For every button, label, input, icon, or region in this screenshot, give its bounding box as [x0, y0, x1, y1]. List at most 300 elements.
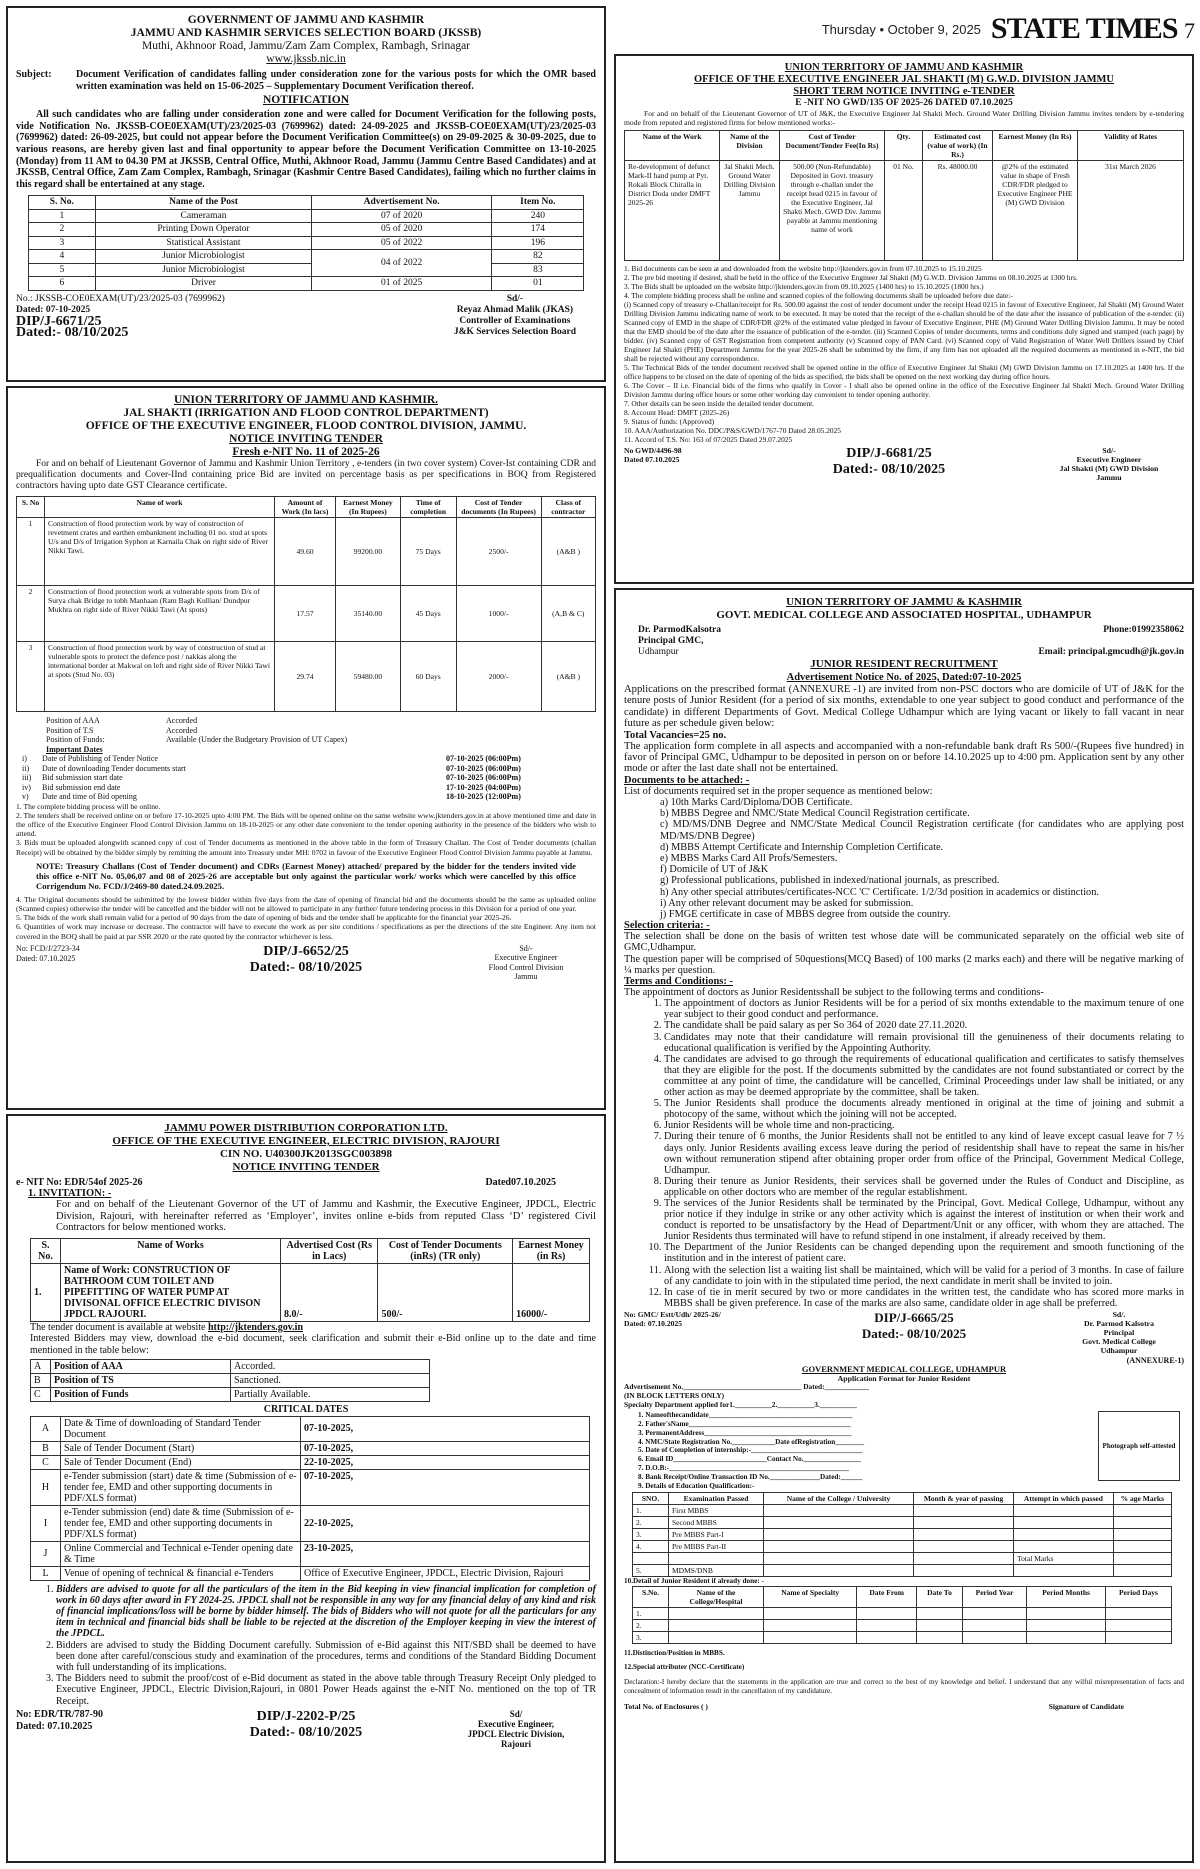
- cell: 07 of 2020: [311, 209, 491, 223]
- cell[interactable]: [1105, 1620, 1171, 1632]
- jkssb-website[interactable]: www.jkssb.nic.in: [266, 53, 346, 65]
- cell[interactable]: [917, 1620, 963, 1632]
- condition: 2. The pre bid meeting if desired, shall be held in the office of the Executive Engineer Jal Shakti (M) G.W.D. Division Jammu on 08.10.2025 at 1300 hrs.: [624, 273, 1078, 283]
- condition: 3. The Bids shall be uploaded on the website http://jktenders.gov.in from 09.10.2025 (1400 hrs) to 15.10.2025 (1800 hrs.): [624, 282, 984, 292]
- cell[interactable]: [1014, 1505, 1114, 1517]
- cell: 1000/-: [456, 586, 541, 642]
- document-item: j) FMGE certificate in case of MBBS degree from outside the country.: [660, 909, 951, 921]
- table-header-row: [17, 497, 596, 518]
- jalshakti-header-2: OFFICE OF THE EXECUTIVE ENGINEER JAL SHAKTI (M) G.W.D. DIVISION JAMMU: [694, 74, 1114, 85]
- col-earnest: Earnest Money (in Rs): [513, 1238, 590, 1263]
- cell[interactable]: [764, 1517, 914, 1529]
- cell[interactable]: [857, 1632, 917, 1644]
- masthead-date: Thursday • October 9, 2025: [821, 21, 981, 37]
- jalshakti-header-1: UNION TERRITORY OF JAMMU AND KASHMIR: [784, 62, 1024, 73]
- question-paper-text: The question paper will be comprised of 50questions(MCQ Based) of 100 marks (2 marks each) and there will be negative marking of ¼ marks per question.: [624, 953, 1184, 976]
- table-row: [28, 209, 584, 223]
- cell[interactable]: [1014, 1541, 1114, 1553]
- table-header-row: [28, 196, 584, 210]
- cell: @2% of the estimated value in shape of Fresh CDR/FDR pledged to Executive Engineer PHE (M) GWD Division: [993, 161, 1078, 261]
- col-amount: Amount of Work (In lacs): [275, 497, 336, 518]
- cell: 04 of 2022: [311, 250, 491, 277]
- position-row: [46, 735, 596, 745]
- cell[interactable]: [914, 1541, 1014, 1553]
- cell: 75 Days: [400, 518, 456, 586]
- cell[interactable]: [1113, 1541, 1171, 1553]
- principal-name: Dr. ParmodKalsotra: [638, 625, 722, 635]
- col-specialty: Name of Specialty: [764, 1587, 857, 1608]
- col-year: Month & year of passing: [914, 1493, 1014, 1505]
- cell: 3: [28, 236, 95, 250]
- table-header-row: [625, 131, 1184, 161]
- registration-field[interactable]: 4. NMC/State Registration No.____________Date ofRegistration________: [638, 1437, 864, 1446]
- cell: C: [31, 1387, 51, 1401]
- table-row: [633, 1620, 1172, 1632]
- col-sno: S. No: [17, 497, 45, 518]
- cell: Re-development of defunct Mark-II hand pump at Pyt. Rokali Block Chiralla in District Doda under DMFT 2025-26: [625, 161, 720, 261]
- cell: [764, 1553, 914, 1565]
- education-label: 9. Details of Education Qualification:-: [638, 1481, 755, 1490]
- notification-title: NOTIFICATION: [262, 94, 350, 107]
- cell[interactable]: [914, 1565, 1014, 1577]
- condition-2: 2. The tenders shall be received online on or before 17-10-2025 upto 4:00 PM. The Bids will be opened online on the same website www.jktenders.gov.in at above mentioned time and date in the office of the Executive Engineer Flood Control Division Jammu on 18-10-2025 or any other date convenient to the tender opening authority in the presence of the bidders who wish to attend.: [16, 810, 596, 839]
- cell[interactable]: [1027, 1620, 1106, 1632]
- flood-header-3: OFFICE OF THE EXECUTIVE ENGINEER, FLOOD CONTROL DIVISION, JAMMU.: [85, 420, 527, 432]
- signatory-title: Executive Engineer,: [477, 1718, 555, 1729]
- cell: [914, 1553, 1014, 1565]
- date-idx: iii): [22, 773, 32, 782]
- table-row: [633, 1553, 1172, 1565]
- cell: 8.0/-: [281, 1263, 378, 1321]
- cell: Sale of Tender Document (Start): [61, 1441, 301, 1455]
- date-row: [22, 773, 596, 783]
- terms-title: Terms and Conditions: -: [624, 976, 734, 988]
- gmc-notice: [614, 588, 1194, 1863]
- jkssb-subject: [16, 69, 596, 92]
- cell: 23-10-2025,: [301, 1541, 590, 1566]
- col-year: Period Year: [962, 1587, 1026, 1608]
- table-header-row: [633, 1587, 1172, 1608]
- cell: 4.: [633, 1541, 669, 1553]
- cell[interactable]: [914, 1517, 1014, 1529]
- form-caps-note: (IN BLOCK LETTERS ONLY): [624, 1391, 725, 1401]
- condition: 4. The complete bidding process shall be online and scanned copies of the following documents shall be uploaded before due date:-: [624, 291, 1013, 301]
- signatory-office: J&K Services Selection Board: [453, 326, 576, 337]
- cell[interactable]: [1014, 1565, 1114, 1577]
- position-value: Accorded: [166, 725, 198, 735]
- cell[interactable]: [1113, 1553, 1171, 1565]
- cell: (A&B ): [541, 642, 595, 712]
- cell[interactable]: [962, 1620, 1026, 1632]
- form-fields-area: [624, 1411, 1184, 1490]
- col-fee: Cost of Tender Document/Tender Fee(In Rs): [780, 131, 885, 161]
- terms-list: [664, 998, 1184, 1309]
- brand-logo-text: STATE TIMES: [990, 12, 1178, 45]
- table-row: [633, 1517, 1172, 1529]
- cell: Name of Work: CONSTRUCTION OF BATHROOM CUM TOILET AND PIPEFITTING OF WATER PUMP AT DIVISONAL OFFICE ELECTRIC DIVISON JPDCL RAJOURI.: [61, 1263, 281, 1321]
- cell: Rs. 48000.00: [923, 161, 993, 261]
- cell: Junior Microbiologist: [96, 263, 312, 277]
- cell[interactable]: [857, 1608, 917, 1620]
- cell[interactable]: [917, 1608, 963, 1620]
- col-college: Name of the College / University: [764, 1493, 914, 1505]
- flood-header-1: UNION TERRITORY OF JAMMU AND KASHMIR.: [173, 394, 439, 406]
- table-row: [31, 1263, 590, 1321]
- cell: Pre MBBS Part-II: [669, 1541, 764, 1553]
- masthead: [612, 6, 1194, 52]
- col-sno: SNO.: [633, 1493, 669, 1505]
- condition-2: [56, 1640, 596, 1674]
- col-sno: S. No.: [31, 1238, 61, 1263]
- term-text: During their tenure of 6 months, the Junior Residents shall not be entitled to any kind of leave except casual leave for 7 ½ days only. Junior Residents availing excess leave during the period of residentship shall have to repeat the same in his/her own without remuneration stipend after obtaining proper order from office of the Principal, Government Medical College, Udhampur.: [664, 1131, 1184, 1176]
- table-row: [31, 1469, 590, 1505]
- cell[interactable]: [1014, 1529, 1114, 1541]
- cell: 99200.00: [336, 518, 401, 586]
- position-value: Accorded: [166, 716, 198, 725]
- table-row: [633, 1505, 1172, 1517]
- bank-receipt-field[interactable]: 8. Bank Receipt/Online Transaction ID No.______________Dated:______: [638, 1472, 863, 1481]
- col-sno: S.No.: [633, 1587, 669, 1608]
- cell: A: [31, 1359, 51, 1373]
- annexure-label: (ANNEXURE-1): [1126, 1355, 1184, 1365]
- ref-no: No GWD/4496-98: [624, 446, 682, 456]
- date-idx: v): [22, 792, 29, 801]
- flood-footer: [16, 944, 596, 982]
- cell[interactable]: [1105, 1632, 1171, 1644]
- signatory-office: Govt. Medical College: [1082, 1336, 1156, 1346]
- cell: 07-10-2025,: [301, 1416, 590, 1441]
- cell: B: [31, 1373, 51, 1387]
- jpdcl-header-2: OFFICE OF THE EXECUTIVE ENGINEER, ELECTRIC DIVISION, RAJOURI: [112, 1135, 500, 1147]
- cell[interactable]: [764, 1505, 914, 1517]
- jalshakti-footer: [624, 446, 1184, 482]
- signature-block: [454, 294, 576, 338]
- signatory-office: Flood Control Division: [488, 962, 564, 972]
- date-label: Bid submission start date: [42, 773, 123, 782]
- col-division: Name of the Division: [720, 131, 780, 161]
- cell[interactable]: [764, 1632, 857, 1644]
- ref-no: No: GMC/ Estt/Udh/ 2025-26/: [624, 1309, 721, 1319]
- cell: 196: [492, 236, 584, 250]
- signatory-office: JPDCL Electric Division,: [467, 1728, 565, 1739]
- document-item: g) Professional publications, published in indexed/national journals, as prescribed.: [660, 875, 1000, 887]
- total-vacancies: Total Vacancies=25 no.: [624, 729, 727, 741]
- gmc-header-1: UNION TERRITORY OF JAMMU & KASHMIR: [786, 596, 1022, 608]
- condition: 8. Account Head: DMFT (2025-26): [624, 408, 730, 418]
- cell: B: [31, 1441, 61, 1455]
- cell: Junior Microbiologist: [96, 250, 312, 264]
- selection-text: The selection shall be done on the basis of written test whose date will be communicated separately on the official web site of GMC,Udhampur.: [624, 931, 1184, 954]
- cell[interactable]: [669, 1608, 764, 1620]
- date-row: [22, 792, 596, 802]
- date-idx: iv): [22, 782, 31, 792]
- dip-date: Dated:- 08/10/2025: [249, 1724, 363, 1740]
- term-item: [664, 1198, 1184, 1242]
- application-info: The application form complete in all aspects and accompanied with a non-refundable bank draft Rs 500/-(Rupees five hundred) in favor of Principal GMC, Udhampur to be deposited in person on or before 14.10.2025 up to 4:00 pm. Application sent by any other mode or after the last date shall not be entertained.: [624, 740, 1184, 775]
- form-dept-field[interactable]: Specialty Department applied for1.__________2.__________3.__________: [624, 1399, 857, 1409]
- col-exam: Examination Passed: [669, 1493, 764, 1505]
- table-row: [625, 161, 1184, 261]
- term-item: [664, 1120, 1184, 1131]
- condition: 11. Accord of T.S. No: 163 of 07/2025 Dated 29.07.2025: [624, 435, 793, 445]
- condition: (i) Scanned copy of treasury e-Challan/receipt for Rs. 500.00 against the cost of tender document under the receipt Head 0215 in favour of Executive Engineer, Jal Shakti (M) Ground Water Drilling Division Jammu indicating name of work to be executed. It may be noted that the receipt of the e-challan should be of the date after the issuance of publication of the e-tender. (ii) Scanned copy of EMD in the shape of CDR/FDR @2% of the estimated value pledged in favour of Executive Engineer, PHE (M) Ground Water Drilling Division Jammu. It may be noted that the EMD should be of the date after the issuance of publication of the e-tender. (iii) Scanned Copies of tender documents, terms and conditions duly signed and stamped (each page) by bidder. (iv) Scanned copy of GST Registration from competent authority (v) Scanned copy of PAN Card. (vi) Scanned copy of Valid Registration of Water Well Drillers issued by Chief Engineer Jal Shakti (PHE) Department Jammu for the year 2025-26 shall be submitted by the firm, if any firm has not uploaded all the required documents as mentioned in e-NIT, the bid shall be rejected without any correspondence.: [624, 300, 1184, 364]
- name-field[interactable]: 1. Nameofthecandidate________________________________________: [638, 1411, 853, 1420]
- cell: Pre MBBS Part-I: [669, 1529, 764, 1541]
- position-row: [46, 726, 596, 736]
- cell: 01: [492, 277, 584, 291]
- dip-number: DIP/J-6671/25: [16, 313, 102, 329]
- jalshakti-conditions: [624, 264, 1184, 444]
- cell: 17.57: [275, 586, 336, 642]
- distinction-field[interactable]: 11.Distinction/Position in MBBS.: [624, 1649, 725, 1658]
- important-dates-title: Important Dates: [46, 744, 103, 754]
- condition-5: 5. The bids of the work shall remain valid for a period of 90 days from the date of opening of bids and the tender shall be applicable for the financial year 2025-26.: [16, 913, 512, 923]
- col-work: Name of Works: [61, 1238, 281, 1263]
- condition-text: Bidders are advised to study the Bidding Document carefully. Submission of e-Bid against this NIT/SBD shall be deemed to have been done after careful/conscious study and examination of the procedures, terms and conditions of the Standard Bidding Document with full understanding of its implications.: [56, 1639, 596, 1673]
- col-sno: S. No.: [28, 196, 95, 210]
- cell: 07-10-2025,: [301, 1469, 590, 1505]
- condition: 6. The Cover – II i.e. Financial bids of the firms who qualify in Cover - I shall also be opened online in the office of the Executive Engineer Jal Shakti Mech. Ground Water Drilling Division Jammu during office hours or some other working day convenient to tender opening authority.: [624, 381, 1184, 400]
- cell: [669, 1553, 764, 1565]
- cell: 5: [28, 263, 95, 277]
- cell[interactable]: [1113, 1565, 1171, 1577]
- document-item: f) Domicile of UT of J&K: [660, 864, 769, 876]
- cell[interactable]: [669, 1620, 764, 1632]
- cell: Construction of flood protection work at vulnerable spots from D/s of Surya chak Bridge to tobh Manhaan (Ram Bagh Kullian/ Dundpur Mukhra on right side of River Nikki Tawi (At spots): [45, 586, 275, 642]
- cell: Position of Funds: [51, 1387, 231, 1401]
- cell: L: [31, 1566, 61, 1580]
- cell[interactable]: [764, 1529, 914, 1541]
- address-field[interactable]: 3. PermanentAddress_________________________________________: [638, 1428, 852, 1437]
- email-address[interactable]: Email: principal.gmcudh@jk.gov.in: [1038, 647, 1184, 657]
- signatory-title: Principal: [1103, 1327, 1135, 1337]
- cell: 05 of 2020: [311, 223, 491, 237]
- document-item: h) Any other special attributes/certificates-NCC 'C' Certificate. 1/2/3d position in academics or distinction.: [660, 886, 1099, 898]
- cell[interactable]: [857, 1620, 917, 1632]
- cell[interactable]: [1113, 1517, 1171, 1529]
- cell: Online Commercial and Technical e-Tender opening date & Time: [61, 1541, 301, 1566]
- cell[interactable]: [764, 1541, 914, 1553]
- col-cost: Cost of Tender documents (In Rupees): [456, 497, 541, 518]
- cell: Office of Executive Engineer, JPDCL, Electric Division, Rajouri: [301, 1566, 590, 1580]
- term-text: Junior Residents will be whole time and non-practicing.: [664, 1120, 895, 1132]
- condition-4: 4. The Original documents should be submitted by the lowest bidder within five days from the date of opening of financial bid and the documents should be the same as uploaded online (Scanned copies) otherwise the tender will be cancelled and the bidder will not be allowed to participate in any further/ future tendering process in this Division for a period of one year.: [16, 894, 596, 913]
- documents-list: [660, 797, 1184, 920]
- dob-field[interactable]: 7. D.O.B:-__________________________________________________: [638, 1463, 849, 1472]
- document-item: c) MD/MS/DNB Degree and NMC/State Medical Council Registration certificate (for candidates who are applying post MD/MS/DNB Degree): [660, 819, 1184, 842]
- jalshakti-header-4: E -NIT NO GWD/135 OF 2025-26 DATED 07.10.2025: [795, 98, 1013, 108]
- cell: 29.74: [275, 642, 336, 712]
- position-value: Available (Under the Budgetary Provision of UT Capex): [166, 735, 348, 744]
- cell: 6: [28, 277, 95, 291]
- cell[interactable]: [764, 1565, 914, 1577]
- posts-table: [28, 195, 585, 291]
- cell: Venue of opening of technical & financial e-Tenders: [61, 1566, 301, 1580]
- table-row: [633, 1565, 1172, 1577]
- condition-1: [56, 1584, 596, 1640]
- table-row: [28, 223, 584, 237]
- cell: 2: [28, 223, 95, 237]
- cell: 35140.00: [336, 586, 401, 642]
- avail-text: The tender document is available at website: [30, 1321, 208, 1333]
- documents-title: Documents to be attached: -: [624, 774, 750, 786]
- col-validity: Validity of Rates: [1078, 131, 1184, 161]
- cell: Driver: [96, 277, 312, 291]
- signature-block: [456, 944, 596, 982]
- form-top: [624, 1383, 1184, 1409]
- father-name-field[interactable]: 2. Father'sName_____________________________________________: [638, 1420, 851, 1428]
- email-field[interactable]: 6. Email ID__________________________Contact No.________________: [638, 1455, 862, 1464]
- ref-no: No.: JKSSB-COE0EXAM(UT)/23/2025-03 (7699962): [16, 293, 225, 304]
- cell[interactable]: [962, 1632, 1026, 1644]
- ref-date: Dated: 07-10-2025: [16, 304, 91, 315]
- cell: 1.: [633, 1505, 669, 1517]
- table-row: [633, 1632, 1172, 1644]
- jalshakti-header-3: SHORT TERM NOTICE INVITING e-TENDER: [793, 86, 1015, 97]
- signatory-name: Reyaz Ahmad Malik (JKAS): [456, 304, 574, 315]
- cell[interactable]: [917, 1632, 963, 1644]
- cell[interactable]: [1105, 1608, 1171, 1620]
- critical-dates-title: CRITICAL DATES: [263, 1403, 349, 1415]
- phone-number: Phone:01992358062: [1103, 625, 1184, 635]
- ref-no: No: EDR/TR/787-90: [16, 1708, 103, 1720]
- dip-date: Dated:- 08/10/2025: [249, 959, 363, 975]
- cell: 83: [492, 263, 584, 277]
- cell: Cameraman: [96, 209, 312, 223]
- signatory-title: Executive Engineer: [1076, 455, 1142, 465]
- cell: 1: [28, 209, 95, 223]
- cell[interactable]: [1027, 1632, 1106, 1644]
- jpdcl-footer: [16, 1709, 596, 1749]
- col-class: Class of contractor: [541, 497, 595, 518]
- table-row: [31, 1416, 590, 1441]
- condition: 10. AAA/Authorization No. DDC/P&S/GWD/1767-70 Dated 28.05.2025: [624, 426, 841, 436]
- form-adv-field[interactable]: Advertisement No.________________________________ Dated:____________: [624, 1382, 869, 1392]
- col-post: Name of the Post: [96, 196, 312, 210]
- internship-field[interactable]: 5. Date of Completion of internship:-_______________________________: [638, 1446, 863, 1455]
- flood-dates: [22, 754, 596, 802]
- cell[interactable]: [914, 1529, 1014, 1541]
- education-table: [632, 1492, 1172, 1577]
- critical-dates-table: [30, 1416, 590, 1581]
- cell[interactable]: [1027, 1608, 1106, 1620]
- cell[interactable]: [1113, 1529, 1171, 1541]
- signatory-place: Jammu: [514, 972, 538, 982]
- condition: 1. Bid documents can be seen at and downloaded from the website http://jktenders.gov.in from 07.10.2025 to 15.10.2025: [624, 264, 982, 274]
- enclosures-field[interactable]: Total No. of Enclosures ( ): [624, 1701, 708, 1711]
- cell: 60 Days: [400, 642, 456, 712]
- cell: 01 of 2025: [311, 277, 491, 291]
- col-item: Item No.: [492, 196, 584, 210]
- date-value: 07-10-2025 (06:00Pm): [446, 763, 521, 773]
- cell: I: [31, 1505, 61, 1541]
- cell: 500.00 (Non-Refundable) Deposited in Govt. treasury through e-challan under the receipt head 0215 in favour of the Executive Engineer, Jal Shakti Mech. GWD Div. Jammu payable at Jammu mentioning name of work: [780, 161, 885, 261]
- cell[interactable]: [669, 1632, 764, 1644]
- jpdcl-nit-line: [16, 1177, 556, 1188]
- cell: (A&B ): [541, 518, 595, 586]
- jalshakti-intro: For and on behalf of the Lieutenant Governor of UT of J&K, the Executive Engineer Jal Shakti Mech. Ground Water Drilling Division Jammu invites tenders by e-tendering mode from reputed and registered firms for below mentioned works:-: [624, 109, 1184, 128]
- masthead-brand: [991, 12, 1194, 46]
- dip-date: Dated:- 08/10/2025: [16, 324, 129, 340]
- col-qty: Qty.: [885, 131, 923, 161]
- cell[interactable]: [1113, 1505, 1171, 1517]
- gmc-title: JUNIOR RESIDENT RECRUITMENT: [810, 658, 998, 670]
- photo-box[interactable]: [1098, 1411, 1180, 1481]
- table-header-row: [633, 1493, 1172, 1505]
- signature-block: [436, 1709, 596, 1749]
- cell: Jal Shakti Mech. Ground Water Drilling Division Jammu: [720, 161, 780, 261]
- document-item: b) MBBS Degree and NMC/State Medical Council Registration certificate.: [660, 808, 970, 820]
- date-row: [22, 754, 596, 764]
- table-header-row: [31, 1238, 590, 1263]
- table-row: [31, 1387, 430, 1401]
- avail-text-2: Interested Bidders may view, download the e-bid document, seek clarification and submit their e-Bid online up to the date and time mentioned in the table below:: [30, 1333, 596, 1356]
- declaration-text: Declaration:-I hereby declare that the statements in the application are true and correct to the best of my knowledge and belief. I understand that any wilful misrepresentation of facts and concealment of information result in the cancellation of my candidature.: [624, 1678, 1184, 1695]
- cell[interactable]: [962, 1608, 1026, 1620]
- term-item: [664, 1242, 1184, 1264]
- cell: 174: [492, 223, 584, 237]
- table-row: [31, 1541, 590, 1566]
- jkssb-header-2: JAMMU AND KASHMIR SERVICES SELECTION BOARD (JKSSB): [130, 27, 482, 39]
- signatory-title: Controller of Examinations: [459, 315, 571, 326]
- jkssb-notice: [6, 6, 606, 382]
- term-text: During their tenure as Junior Residents, their services shall be governed under the Rules of Conduct and Discipline, as applicable on other doctors who are member of the regular establishment.: [664, 1175, 1184, 1198]
- terms-intro: The appointment of doctors as Junior Residentsshall be subject to the following terms and conditions-: [624, 987, 1044, 999]
- col-months: Period Months: [1027, 1587, 1106, 1608]
- subject-label: Subject:: [16, 69, 52, 80]
- date-label: Date and time of Bid opening: [42, 792, 137, 801]
- condition-3: 3. Bids must be uploaded alongwith scanned copy of cost of Tender documents as mentioned in the above table in the form of Treasury Challan. The Cost of Tender documents (challan Receipt) will be obtained by the bidder simply by remitting the amount into Treasury under MH: 0702 in favour of the Executive Engineer Flood Control Division Jammu payable at Jammu.: [16, 838, 596, 857]
- jpdcl-position-table: [30, 1359, 430, 1402]
- cell: Accorded.: [231, 1359, 430, 1373]
- documents-intro: List of documents required set in the proper sequence as mentioned below:: [624, 785, 933, 797]
- term-item: [664, 1020, 1184, 1031]
- col-college: Name of the College/Hospital: [669, 1587, 764, 1608]
- cell: Construction of flood protection work by way of construction of stud at vulnerable spots to protect the defence post / nakkas along the international border at Makwal on left and right side of River Nikki Tawi at spots (Stud No. 03): [45, 642, 275, 712]
- cell[interactable]: [764, 1620, 857, 1632]
- cell: 49.60: [275, 518, 336, 586]
- cell: 500/-: [378, 1263, 513, 1321]
- table-row: [17, 586, 596, 642]
- cell: Sale of Tender Document (End): [61, 1455, 301, 1469]
- cell[interactable]: [914, 1505, 1014, 1517]
- cell: 1: [17, 518, 45, 586]
- cell: 2: [17, 586, 45, 642]
- dip-number: DIP/J-6665/25: [874, 1309, 954, 1325]
- cell[interactable]: [1014, 1517, 1114, 1529]
- ref-date: Dated: 07.10.2025: [16, 953, 76, 963]
- jpdcl-notice: [6, 1114, 606, 1863]
- cell: Date & Time of downloading of Standard Tender Document: [61, 1416, 301, 1441]
- tender-website-link[interactable]: http://jktenders.gov.in: [208, 1321, 304, 1333]
- col-days: Period Days: [1105, 1587, 1171, 1608]
- table-row: [28, 277, 584, 291]
- cell[interactable]: [764, 1608, 857, 1620]
- term-item: [664, 1287, 1184, 1309]
- cell: 4: [28, 250, 95, 264]
- date-value: 17-10-2025 (04:00Pm): [446, 782, 521, 792]
- term-text: The services of the Junior Residents shall be terminated by the Principal, Govt. Medical College, Udhampur, without any prior notice if they indulge in strike or any other activity which is against the interest of institution or when their work and conduct is reported to be unsatisfactory by the Head of Department/Unit or any officer, with whom they are attached. The Junior Residents thus terminated will have to refund stipend in one instalment, if already received by them.: [664, 1197, 1184, 1243]
- cell: Construction of flood protection work by way of construction of revetment crates and earthen embankment including 01 no. stud at spots U/s and D/s of Irrigation Syphon at Karnaila Chak on right side of River Nikki Tawi.: [45, 518, 275, 586]
- term-text: Candidates may note that their candidature will remain provisional till the genuineness of their documents relating to educational qualification is verified by the Appointing Authority.: [664, 1031, 1184, 1054]
- table-row: [31, 1505, 590, 1541]
- cell: Second MBBS: [669, 1517, 764, 1529]
- candidate-signature-field[interactable]: Signature of Candidate: [1048, 1701, 1124, 1711]
- condition: 7. Other details can be seen inside the detailed tender document.: [624, 399, 815, 409]
- cell: Printing Down Operator: [96, 223, 312, 237]
- special-attribute-field[interactable]: 12.Special attributer (NCC-Certificate): [624, 1663, 745, 1672]
- ref-no: No: FCD/J/2723-34: [16, 943, 80, 953]
